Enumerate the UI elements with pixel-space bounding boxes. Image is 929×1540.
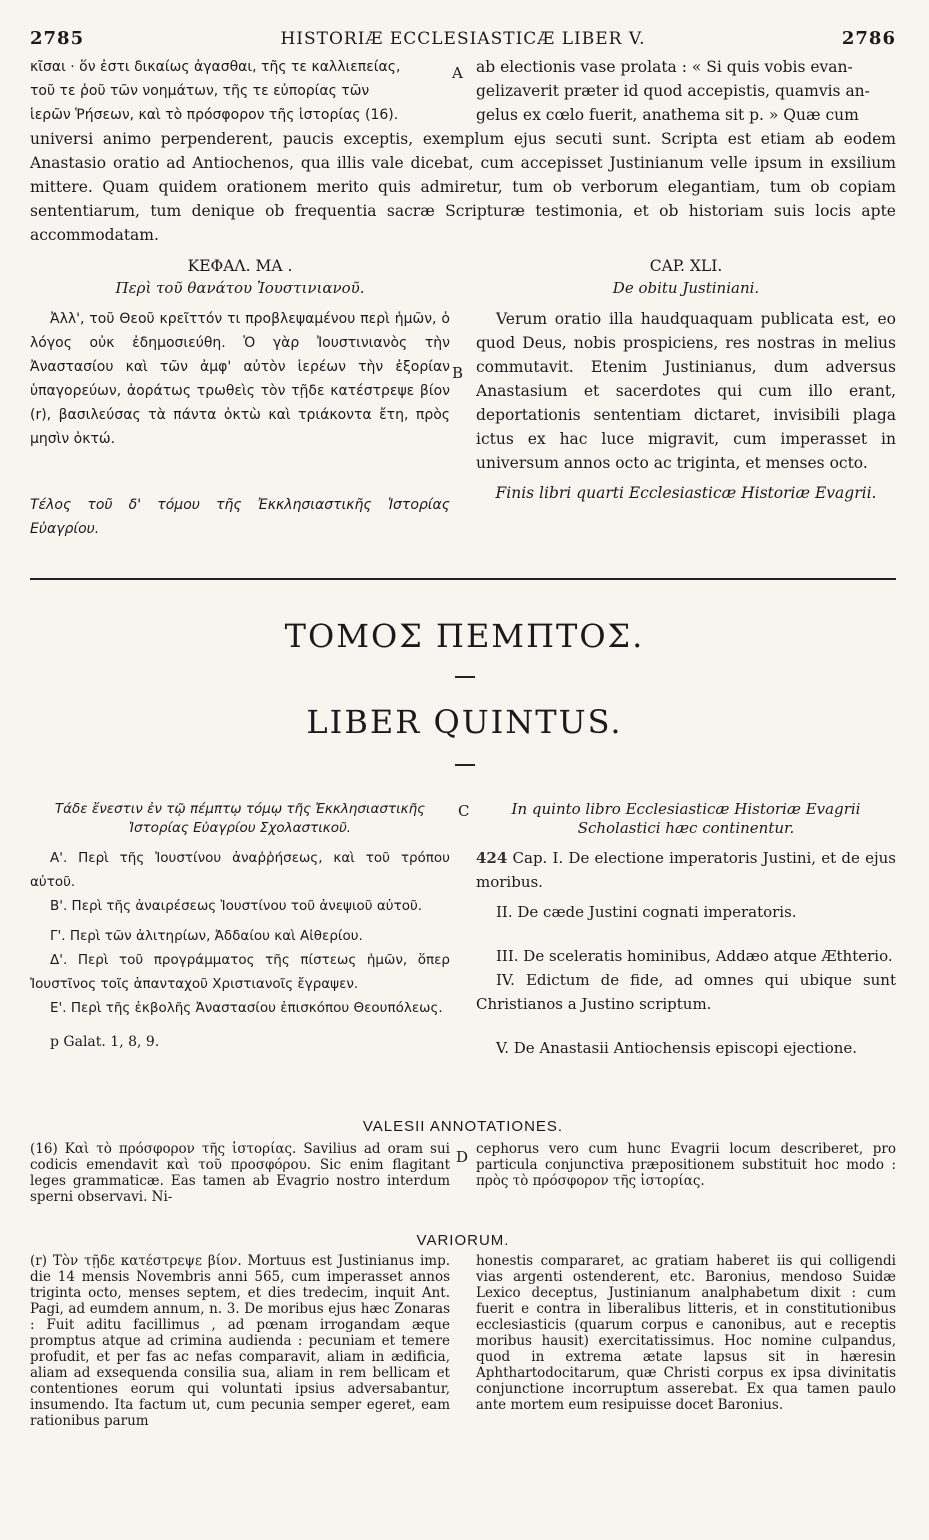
latin-line: ab electionis vase prolata : « Si quis vobis evan- xyxy=(476,58,853,76)
chapter-text-greek: Ἀλλ', τοῦ Θεοῦ κρεῖττόν τι προβλεψαμένου περὶ ἡμῶν, ὁ λόγος οὐκ ἐδημοσιεύθη. Ὁ γὰρ Ἰουστινιανὸς τὴν Ἀναστασίου καὶ τῶν ἀμφ' αὐτὸν ἱερέων τὴν ἐξορίαν ὑπαγορεύων, ἀοράτως τρωθεὶς τὸν τῇδε κατέστρεψε βίον (r), βασιλεύσας τὰ πάντα ὀκτὼ καὶ τριάκοντα ἔτη, πρὸς μησὶν ὀκτώ. xyxy=(30,311,450,447)
finis-greek: Τέλος τοῦ δ' τόμου τῆς Ἐκκλησιαστικῆς Ἱστορίας Εὐαγρίου. xyxy=(30,497,450,537)
valesii-heading: VALESII ANNOTATIONES. xyxy=(362,1118,564,1135)
greek-line: κῖσαι · ὅν ἐστι δικαίως ἀγασθαι, τῆς τε καλλιεπείας, xyxy=(30,59,401,75)
toc-latin-col xyxy=(476,800,896,1060)
margin-letter-b: B xyxy=(452,364,464,382)
top-greek-col xyxy=(30,55,450,127)
full-width-paragraph: universi animo perpenderent, paucis exceptis, exemplum ejus secuti sunt. Scripta est etiam ab eodem Anastasio oratio ad Antiochenos, qua illis vale dicebat, cum accepisset Justinianum velle ipsum in exsilium mittere. Quam quidem orationem merito quis admiretur, tum ob verborum elegantiam, tum ob copiam sententiarum, tum denique ob frequentia sacræ Scripturæ testimonia, et ob historiam suis locis apte accommodatam. xyxy=(30,130,896,244)
margin-letter-d: D xyxy=(456,1148,469,1166)
toc-intro-latin: In quinto libro Ecclesiasticæ Historiæ Evagrii Scholastici hæc continentur. xyxy=(511,800,861,837)
toc-item-latin: II. De cæde Justini cognati imperatoris. xyxy=(496,903,797,921)
variorum-note-right: honestis compararet, ac gratiam haberet iis qui colligendi vias argenti ostenderent, etc. Baronius, mendoso Suidæ Lexico deceptus, Justinianum analphabetum dixit : cum fuerit e contra in liberalibus litteris, et in constitutionibus ecclesiasticis (quarum corpus e canonibus, aut e receptis moribus hausit) exercitatissimus. Hoc nomine culpandus, quod in extrema ætate lapsus sit in hæresin Aphthartodocitarum, quæ Christi corpus ex ipsa divinitatis conjunctione incorruptum asserebat. Ex qua tamen paulo ante mortem eum resipuisse docet Baronius. xyxy=(476,1253,896,1413)
chapter-heading-latin: CAP. XLI. xyxy=(649,257,723,275)
toc-item-greek: Β'. Περὶ τῆς ἀναιρέσεως Ἰουστίνου τοῦ ἀνεψιοῦ αὐτοῦ. xyxy=(50,898,423,914)
top-continuation xyxy=(30,55,896,127)
footnote-reference: p Galat. 1, 8, 9. xyxy=(50,1034,160,1050)
latin-line: gelizaverit præter id quod accepistis, quamvis an- xyxy=(476,82,870,100)
chapter-text-latin: Verum oratio illa haudquaquam publicata est, eo quod Deus, nobis prospiciens, res nostras in melius commutavit. Etenim Justinianus, dum adversus Anastasium et sacerdotes qui cum illo erant, deportationis sententiam dictaret, invisibili plaga ictus ex hac luce migravit, cum imperasset in universum annos octo ac triginta, et menses octo. xyxy=(476,310,896,472)
latin-line: gelus ex cœlo fuerit, anathema sit p. » Quæ cum xyxy=(476,106,859,124)
greek-line: τοῦ τε ῥοῦ τῶν νοημάτων, τῆς τε εὐπορίας τῶν xyxy=(30,83,370,99)
toc-item-greek: Α'. Περὶ τῆς Ἰουστίνου ἀναῤῥήσεως, καὶ τοῦ τρόπου αὐτοῦ. xyxy=(30,850,450,890)
section-divider xyxy=(30,578,896,580)
variorum-heading: VARIORUM. xyxy=(416,1232,510,1249)
toc-greek-col xyxy=(30,800,450,1060)
toc-item-greek: Ε'. Περὶ τῆς ἐκβολῆς Ἀναστασίου ἐπισκόπου Θεουπόλεως. xyxy=(50,1000,443,1016)
variorum-note-left: (r) Τὸν τῇδε κατέστρεψε βίον. Mortuus est Justinianus imp. die 14 mensis Novembris anni 565, cum imperasset annos triginta octo, menses septem, et dies tredecim, inquit Ant. Pagi, ad eumdem annum, n. 3. De moribus ejus hæc Zonaras : Fuit aditu facillimus , ad pœnam irrogandam æque promptus atque ad crimina audienda : pecuniam et temere profudit, et per fas ac nefas comparavit, aliam in ædificia, aliam ad exsequenda consilia sua, aliam in rem bellicam et contentiones eorum qui voluntati ipsius adversabantur, insumendo. Ita factum ut, cum pecunia semper egeret, eam rationibus parum xyxy=(30,1253,450,1429)
table-of-contents xyxy=(30,800,896,1060)
toc-item-greek: Δ'. Περὶ τοῦ προγράμματος τῆς πίστεως ἡμῶν, ὅπερ Ἰουστῖνος τοῖς ἁπανταχοῦ Χριστιανοῖς ἔγραψεν. xyxy=(30,952,450,992)
tome-title-greek: ΤΟΜΟΣ ΠΕΜΠΤΟΣ. xyxy=(284,617,645,655)
page-marker: 424 xyxy=(476,849,508,867)
top-latin-col xyxy=(476,55,896,127)
chapter-subheading-latin: De obitu Justiniani. xyxy=(612,279,760,297)
toc-item-latin: IV. Edictum de fide, ad omnes qui ubique sunt Christianos a Justino scriptum. xyxy=(476,971,896,1013)
running-header xyxy=(30,28,896,49)
valesii-note-right: cephorus vero cum hunc Evagrii locum describeret, pro particula conjunctiva præpositionem substituit hoc modo : πρὸς τὸ πρόσφορον τῆς ἱστορίας. xyxy=(476,1141,896,1189)
chapter-heading-greek: ΚΕΦΑΛ. ΜΑ . xyxy=(187,257,293,275)
greek-line: ἱερῶν Ῥήσεων, καὶ τὸ πρόσφορον τῆς ἱστορίας (16). xyxy=(30,107,399,123)
toc-item-latin: III. De sceleratis hominibus, Addæo atque Æthterio. xyxy=(496,947,893,965)
toc-intro-greek: Τάδε ἔνεστιν ἐν τῷ πέμπτῳ τόμῳ τῆς Ἐκκλησιαστικῆς Ἱστορίας Εὐαγρίου Σχολαστικοῦ. xyxy=(54,801,426,836)
finis-latin: Finis libri quarti Ecclesiasticæ Historiæ Evagrii. xyxy=(495,484,877,502)
chapter-greek-col xyxy=(30,249,450,541)
page-number-left: 2785 xyxy=(30,28,85,49)
toc-item-latin: 424 Cap. I. De electione imperatoris Justini, et de ejus moribus. xyxy=(476,849,896,891)
page xyxy=(30,28,896,541)
toc-item-greek: Γ'. Περὶ τῶν ἀλιτηρίων, Ἀδδαίου καὶ Αἰθερίου. xyxy=(50,928,363,944)
chapter-subheading-greek: Περὶ τοῦ θανάτου Ἰουστινιανοῦ. xyxy=(115,279,365,297)
title-dash xyxy=(455,764,475,766)
chapter-xli xyxy=(30,249,896,541)
variorum-notes xyxy=(30,1232,896,1429)
toc-item-latin: V. De Anastasii Antiochensis episcopi ejectione. xyxy=(496,1039,858,1057)
margin-letter-c: C xyxy=(458,802,470,820)
chapter-latin-col xyxy=(476,249,896,541)
tome-title-latin: LIBER QUINTUS. xyxy=(306,703,623,741)
page-number-right: 2786 xyxy=(841,28,896,49)
valesii-note-left: (16) Καὶ τὸ πρόσφορον τῆς ἱστορίας. Savilius ad oram sui codicis emendavit καὶ τοῦ προσφόρου. Sic enim flagitant leges grammaticæ. Eas tamen ab Evagrio nostro interdum sperni observavi. Ni- xyxy=(30,1141,450,1205)
running-title: HISTORIÆ ECCLESIASTICÆ LIBER V. xyxy=(280,29,646,49)
margin-letter-a: A xyxy=(452,64,463,82)
title-dash xyxy=(455,676,475,678)
